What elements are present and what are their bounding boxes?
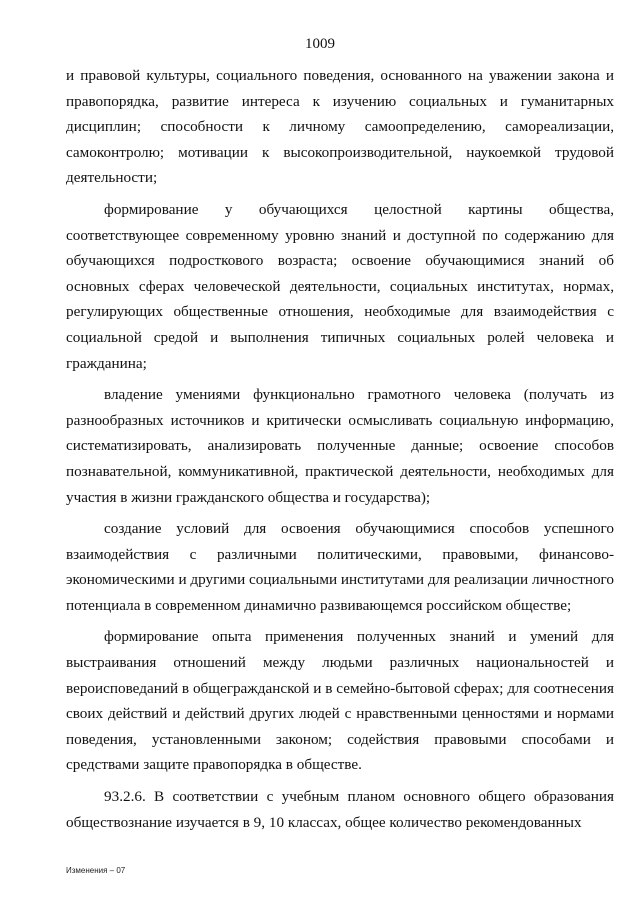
paragraph-literacy: владение умениями функционально грамотного человека (получать из разнообразных источников и критически осмысливать социальную информацию, систематизировать, анализировать полученные данные; освоение способов познавательной, коммуникативной, практической деятельности, необходимых для участия в жизни гражданского общества и государства); — [66, 386, 614, 506]
page-number: 1009 — [305, 36, 335, 52]
paragraph-interaction: создание условий для освоения обучающимися способов успешного взаимодействия с различными политическими, правовыми, финансово-экономическими и другими социальными институтами для реализации личностного потенциала в современном динамично развивающемся российском обществе; — [66, 520, 614, 614]
paragraph-experience: формирование опыта применения полученных знаний и умений для выстраивания отношений между людьми различных национальностей и вероисповеданий в общегражданской и в семейно-бытовой сферах; для соотнесения своих действий и действий других людей с нравственными ценностями и нормами поведения, установленными законом; содействия правовыми способами и средствами защите правопорядка в обществе. — [66, 628, 614, 774]
document-body — [66, 63, 614, 841]
paragraph-continuation: и правовой культуры, социального поведения, основанного на уважении закона и правопорядка, развитие интереса к изучению социальных и гуманитарных дисциплин; способности к личному самоопределению, самореализации, самоконтролю; мотивации к высокопроизводительной, наукоемкой трудовой деятельности; — [66, 67, 614, 187]
paragraph-worldview: формирование у обучающихся целостной картины общества, соответствующее современному уровню знаний и доступной по содержанию для обучающихся подросткового возраста; освоение обучающимися знаний об основных сферах человеческой деятельности, социальных институтах, нормах, регулирующих общественные отношения, необходимые для взаимодействия с социальной средой и выполнения типичных социальных ролей человека и гражданина; — [66, 200, 614, 372]
footer-revision-note: Изменения – 07 — [66, 866, 126, 875]
paragraph-section-93-2-6: 93.2.6. В соответствии с учебным планом основного общего образования обществознание изучается в 9, 10 классах, общее количество рекомендованных — [66, 788, 614, 831]
